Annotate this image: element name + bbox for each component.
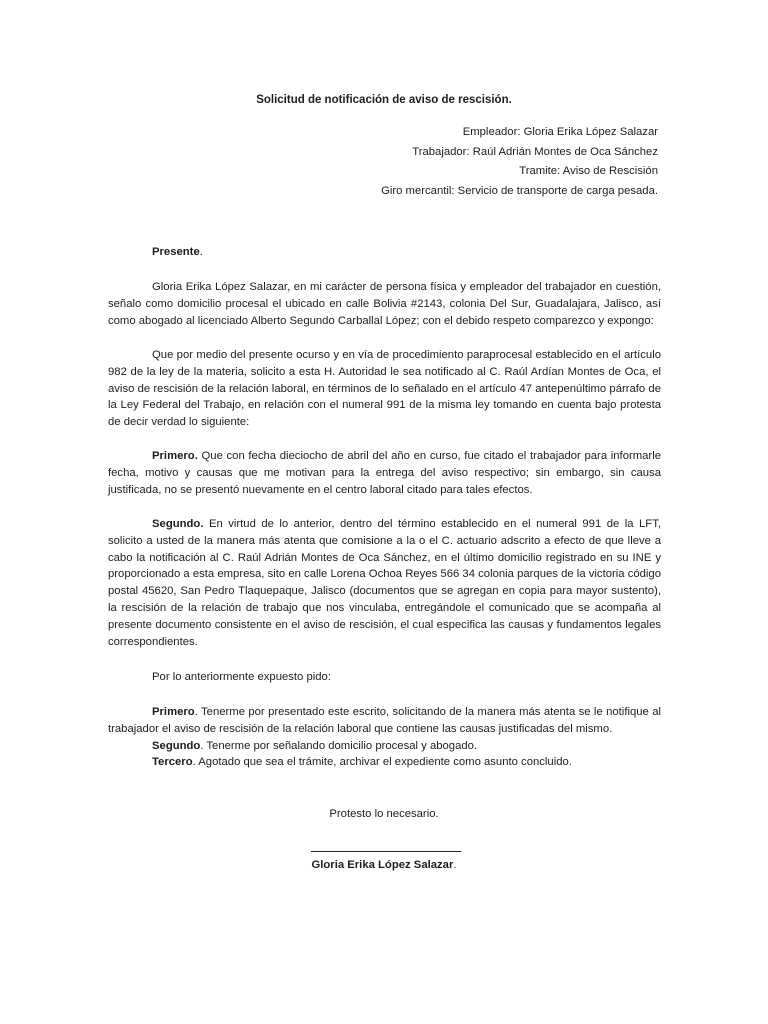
header-business-value: Servicio de transporte de carga pesada. xyxy=(457,184,658,197)
header-employer xyxy=(381,124,658,144)
paragraph-request: Que por medio del presente ocurso y en vía de procedimiento paraprocesal establecido en el artículo 982 de la ley de la materia, solicito a esta H. Autoridad le sea notificado al C. Raúl Ardían Montes de Oca, el aviso de rescisión de la relación laboral, en términos de lo señalado en el artículo 47 antepenúltimo párrafo de la Ley Federal del Trabajo, en relación con el numeral 991 de la misma ley tomando en cuenta bajo protesta de decir verdad lo siguiente: xyxy=(108,349,661,429)
header-worker-value: Raúl Adrián Montes de Oca Sánchez xyxy=(472,145,658,158)
petition-third-text: . Agotado que sea el trámite, archivar el expediente como asunto concluido. xyxy=(192,756,572,769)
paragraph-second-fact xyxy=(108,516,661,650)
salutation-word: Presente xyxy=(152,246,200,258)
petition-first-lead: Primero xyxy=(152,706,195,718)
header-procedure-value: Aviso de Rescisión xyxy=(562,165,658,177)
paragraph-first-fact xyxy=(108,448,661,498)
document-title: Solicitud de notificación de aviso de rescisión. xyxy=(256,94,512,106)
header-business xyxy=(381,183,658,203)
first-fact-lead: Primero. xyxy=(152,450,198,462)
header-worker-label: Trabajador: xyxy=(412,145,470,158)
petition-third-lead: Tercero xyxy=(152,756,193,769)
petition-first-text: . Tenerme por presentado este escrito, solicitando de la manera más atenta se le notifique al trabajador el aviso de rescisión de la relación laboral que contiene las causas justificadas del mismo. xyxy=(108,706,661,735)
header-employer-value: Gloria Erika López Salazar xyxy=(523,126,658,138)
header-worker xyxy=(381,144,658,164)
header-block xyxy=(381,124,658,202)
signature-name-text: Gloria Erika López Salazar xyxy=(311,859,454,871)
first-fact-text: Que con fecha dieciocho de abril del año en curso, fue citado el trabajador para informarle fecha, motivo y causas que me motivan para la entrega del aviso respectivo; sin embargo, sin causa justificada, no se presentó nuevamente en el centro laboral citado para tales efectos. xyxy=(108,450,661,496)
salutation xyxy=(108,244,661,261)
paragraph-petition-intro: Por lo anteriormente expuesto pido: xyxy=(152,671,331,683)
signature-name xyxy=(0,857,768,874)
petition-third xyxy=(108,754,661,771)
second-fact-lead: Segundo. xyxy=(152,518,204,530)
salutation-dot: . xyxy=(199,246,203,258)
petition-second-text: . Tenerme por señalando domicilio procesal y abogado. xyxy=(200,739,478,752)
petition-first xyxy=(108,704,661,738)
petition-second xyxy=(108,738,661,755)
header-procedure-label: Tramite: xyxy=(519,165,561,177)
header-procedure xyxy=(381,163,658,183)
header-employer-label: Empleador: xyxy=(462,126,521,138)
header-business-label: Giro mercantil: xyxy=(381,184,455,197)
closing-phrase: Protesto lo necesario. xyxy=(329,808,439,820)
paragraph-appearance: Gloria Erika López Salazar, en mi carácter de persona física y empleador del trabajador en cuestión, señalo como domicilio procesal el ubicado en calle Bolivia #2143, colonia Del Sur, Guadalajara, Jalisco, así como abogado al licenciado Alberto Segundo Carballal López; con el debido respeto comparezco y expongo: xyxy=(108,281,661,327)
petitions-list xyxy=(108,704,661,771)
signature-line xyxy=(311,851,461,852)
second-fact-text: En virtud de lo anterior, dentro del término establecido en el numeral 991 de la LFT, solicito a usted de la manera más atenta que comisione a la o el C. actuario adscrito a efecto de que lleve a cabo la notificación al C. Raúl Adrián Montes de Oca Sánchez, en el último domicilio registrado en su INE y proporcionado a esta empresa, sito en calle Lorena Ochoa Reyes 566 34 colonia parques de la victoria código postal 45620, San Pedro Tlaquepaque, Jalisco (documentos que se agregan en copia para mayor sustento), la rescisión de la relación de trabajo que nos vinculaba, entregándole el comunicado que se acompaña al presente documento consistente en el aviso de rescisión, el cual especifica las causas y fundamentos legales correspondientes. xyxy=(108,518,661,648)
petition-second-lead: Segundo xyxy=(152,739,201,752)
signature-dot: . xyxy=(453,859,457,871)
